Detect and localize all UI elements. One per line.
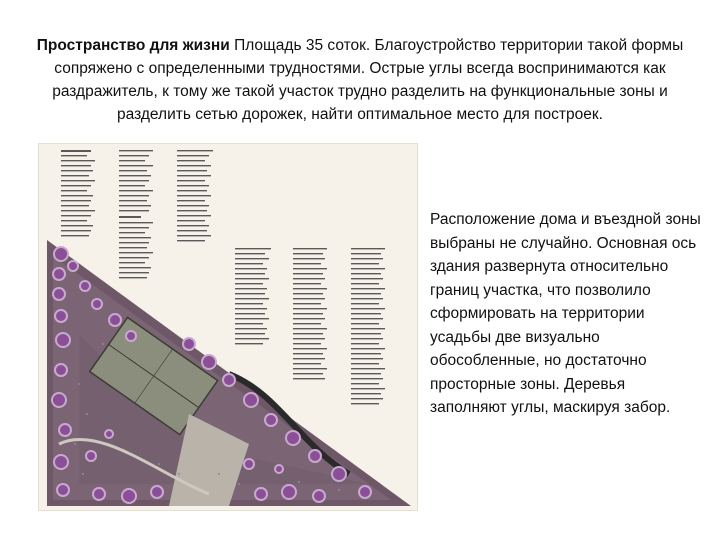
title-bold: Пространство для жизни [36,37,230,54]
site-plan-image [38,143,418,511]
slide-title [30,34,690,126]
site-plan-drawing [39,144,417,510]
title-text: Площадь 35 соток. Благоустройство территории такой формы сопряжено с определенными трудностями. Острые углы всегда воспринимаются как раздражитель, к тому же такой участок трудно разделить на функциональные зоны и разделить сетью дорожек, найти оптимальное место для построек. [52,37,684,123]
side-description: Расположение дома и въездной зоны выбраны не случайно. Основная ось здания развернута относительно границ участка, что позволило сформировать на территории усадьбы две визуально обособленные, но достаточно просторные зоны. Деревья заполняют углы, маскируя забор. [430,211,701,416]
